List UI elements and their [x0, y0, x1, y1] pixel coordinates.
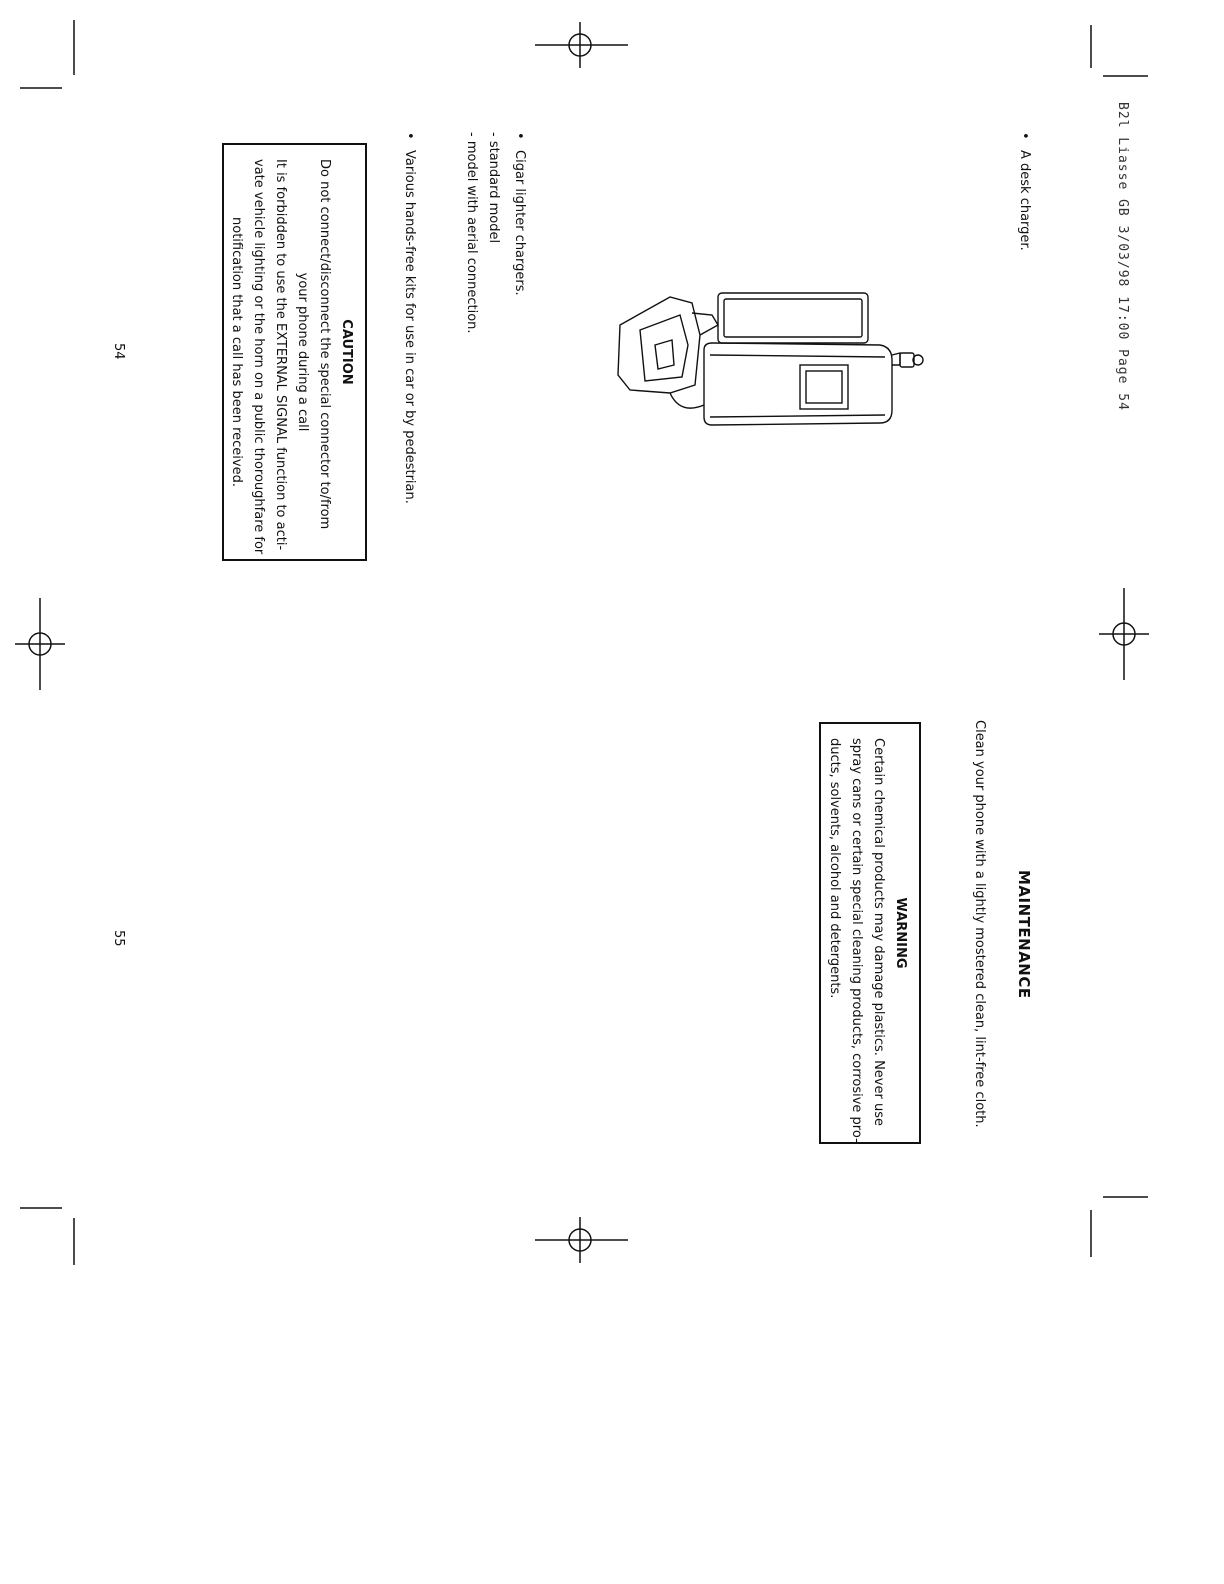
warning-title: WARNING: [893, 897, 908, 969]
caution-line: notification that a call has been received.: [229, 217, 244, 487]
warning-line: Certain chemical products may damage plastics. Never use: [871, 738, 886, 1126]
handsfree-bullet: [398, 132, 420, 504]
cigar-title: Cigar lighter chargers.: [512, 150, 527, 296]
maintenance-title: MAINTENANCE: [1015, 870, 1033, 999]
caution-line: vate vehicle lighting or the horn on a public thoroughfare for: [251, 159, 266, 555]
warning-line: ducts, solvents, alcohol and detergents.: [827, 738, 842, 999]
page-number-55: 55: [111, 930, 126, 947]
maintenance-intro: Clean your phone with a lightly mostered clean, lint-free cloth.: [972, 720, 987, 1128]
cigar-lighter-section: [460, 132, 530, 334]
registration-mark-left: [15, 598, 65, 690]
bullet-glyph: •: [1017, 132, 1032, 140]
caution-title: CAUTION: [339, 319, 354, 385]
registration-mark-top: [535, 22, 628, 68]
registration-mark-bottom: [535, 1217, 628, 1263]
desk-charger-text: A desk charger.: [1017, 150, 1032, 251]
caution-line: Do not connect/disconnect the special connector to/from: [317, 159, 332, 530]
print-slug: B2l Liasse GB 3/03/98 17:00 Page 54: [1115, 102, 1130, 411]
bullet-glyph: •: [512, 132, 527, 140]
cigar-item: - model with aerial connection.: [464, 132, 479, 334]
warning-box: [819, 722, 921, 1144]
desk-charger-illustration: [600, 285, 930, 435]
desk-charger-bullet: [1013, 132, 1035, 251]
page-number-54: 54: [111, 343, 126, 360]
registration-mark-right: [1099, 588, 1149, 680]
cigar-item: - standard model: [486, 132, 501, 244]
caution-line: your phone during a call: [295, 272, 310, 432]
bullet-glyph: •: [402, 132, 417, 140]
caution-box: [222, 143, 367, 561]
warning-line: spray cans or certain special cleaning products, corrosive pro-: [849, 738, 864, 1143]
handsfree-text: Various hands-free kits for use in car or by pedestrian.: [402, 150, 417, 504]
caution-line: It is forbidden to use the EXTERNAL SIGNAL function to acti-: [273, 159, 288, 551]
